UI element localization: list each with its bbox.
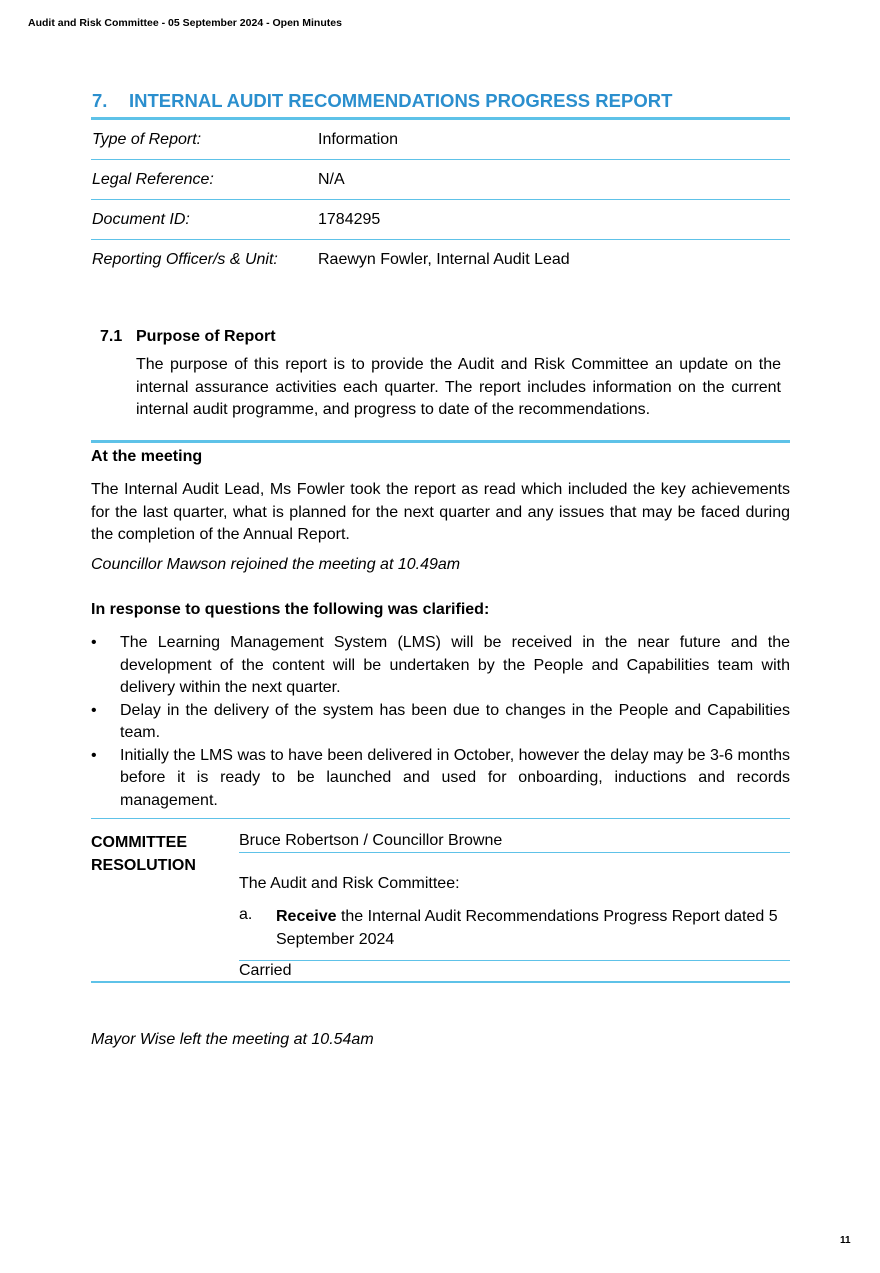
list-item-text: The Learning Management System (LMS) will be received in the near future and the development of the content will be undertaken by the People and Capabilities team with delivery within the next quarter. [120, 634, 790, 696]
purpose-title: Purpose of Report [136, 328, 276, 345]
list-item [91, 745, 790, 813]
meta-value: Raewyn Fowler, Internal Audit Lead [318, 251, 570, 268]
resolution-verb: Receive [276, 908, 337, 925]
meta-row-officer [91, 240, 790, 280]
resolution-item [276, 906, 790, 951]
resolution-item-letter: a. [239, 906, 253, 923]
resolution-label-line: COMMITTEE [91, 834, 187, 851]
carried-rule [239, 960, 790, 961]
resolution-label-line: RESOLUTION [91, 856, 196, 874]
resolution-movers: Bruce Robertson / Councillor Browne [239, 832, 503, 849]
meta-value: N/A [318, 171, 345, 188]
meta-value: 1784295 [318, 211, 381, 228]
running-header: Audit and Risk Committee - 05 September 2024 - Open Minutes [28, 17, 342, 29]
section-divider [91, 440, 790, 443]
bullet-icon: • [91, 634, 97, 651]
bullet-icon: • [91, 746, 97, 764]
meta-label: Legal Reference: [92, 171, 214, 188]
resolution-outcome: Carried [239, 962, 292, 979]
resolution-label [91, 832, 196, 877]
meta-value: Information [318, 131, 399, 148]
bullet-icon: • [91, 701, 97, 719]
report-meta-table [91, 117, 790, 280]
list-item-text: Initially the LMS was to have been delivered in October, however the delay may be 3-6 months before it is ready to be launched and used for onboarding, inductions and records management. [120, 746, 790, 809]
purpose-number: 7.1 [100, 328, 123, 345]
resolution-bottom-rule [91, 981, 790, 983]
meta-label: Type of Report: [92, 131, 202, 148]
attendance-note: Councillor Mawson rejoined the meeting at 10.49am [91, 556, 461, 573]
list-item [91, 632, 790, 700]
clarification-list [91, 632, 790, 812]
meta-label: Document ID: [92, 211, 190, 228]
resolution-top-rule [91, 818, 790, 819]
meta-row-document-id [91, 200, 790, 240]
meeting-heading: At the meeting [91, 448, 203, 465]
closing-note: Mayor Wise left the meeting at 10.54am [91, 1031, 374, 1048]
meta-row-type [91, 120, 790, 160]
resolution-item-text: the Internal Audit Recommendations Progress Report dated 5 September 2024 [276, 908, 778, 948]
list-item [91, 700, 790, 745]
section-heading [92, 90, 672, 112]
meta-row-legal [91, 160, 790, 200]
list-item-text: Delay in the delivery of the system has been due to changes in the People and Capabilities team. [120, 701, 790, 741]
section-number: 7. [92, 90, 108, 111]
section-title: INTERNAL AUDIT RECOMMENDATIONS PROGRESS REPORT [129, 90, 673, 111]
meta-label: Reporting Officer/s & Unit: [92, 251, 278, 268]
meeting-paragraph: The Internal Audit Lead, Ms Fowler took the report as read which included the key achievements for the last quarter, what is planned for the next quarter and any issues that may be faced during the completion of the Annual Report. [91, 481, 790, 543]
purpose-text: The purpose of this report is to provide the Audit and Risk Committee an update on the internal assurance activities each quarter. The report includes information on the current internal audit programme, and progress to date of the recommendations. [136, 356, 781, 418]
resolution-intro: The Audit and Risk Committee: [239, 875, 460, 892]
page-number: 11 [840, 1235, 851, 1246]
questions-heading: In response to questions the following was clarified: [91, 601, 490, 618]
movers-rule [239, 852, 790, 853]
